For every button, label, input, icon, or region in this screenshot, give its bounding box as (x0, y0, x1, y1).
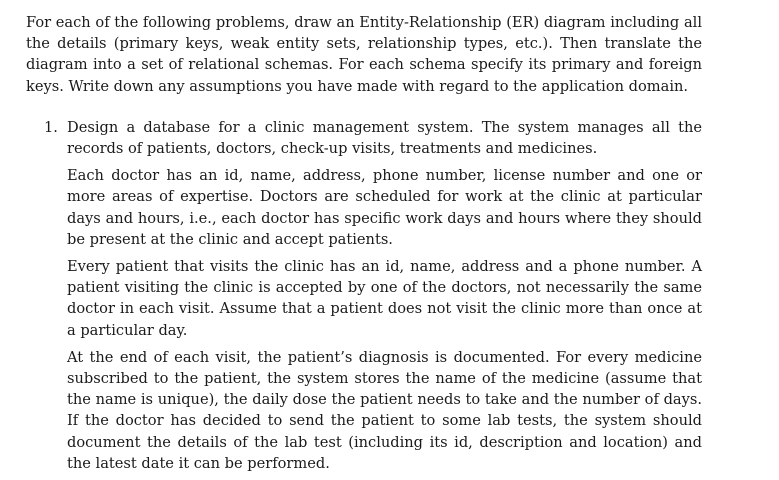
intro-paragraph: For each of the following problems, draw an Entity-Relationship (ER) diagram including all the details (primary keys, weak entity sets, relationship types, etc.). Then translate the diagram into a set of relational schemas. For each schema specify its primary and foreign keys. Write down any assumptions you have made with regard to the application domain. (26, 14, 702, 95)
item-paragraph-overview: Design a database for a clinic management system. The system manages all the records of patients, doctors, check-up visits, treatments and medicines. (67, 118, 702, 158)
item-paragraph-doctors: Each doctor has an id, name, address, phone number, license number and one or more areas of expertise. Doctors are scheduled for work at the clinic at particular days and hours, i.e., each doctor has specific work days and hours where they should be present at the clinic and accept patients. (67, 167, 702, 248)
problem-list (26, 117, 702, 474)
item-number: 1. (44, 118, 58, 136)
item-body (67, 117, 702, 474)
list-item (26, 117, 702, 474)
document-page (26, 12, 702, 480)
item-paragraph-visits: At the end of each visit, the patient’s diagnosis is documented. For every medicine subscribed to the patient, the system stores the name of the medicine (assume that the name is unique), the daily dose the patient needs to take and the number of days. If the doctor has decided to send the patient to some lab tests, the system should document the details of the lab test (including its id, description and location) and the latest date it can be performed. (67, 348, 702, 472)
item-paragraph-patients: Every patient that visits the clinic has an id, name, address and a phone number. A patient visiting the clinic is accepted by one of the doctors, not necessarily the same doctor in each visit. Assume that a patient does not visit the clinic more than once at a particular day. (67, 258, 702, 339)
